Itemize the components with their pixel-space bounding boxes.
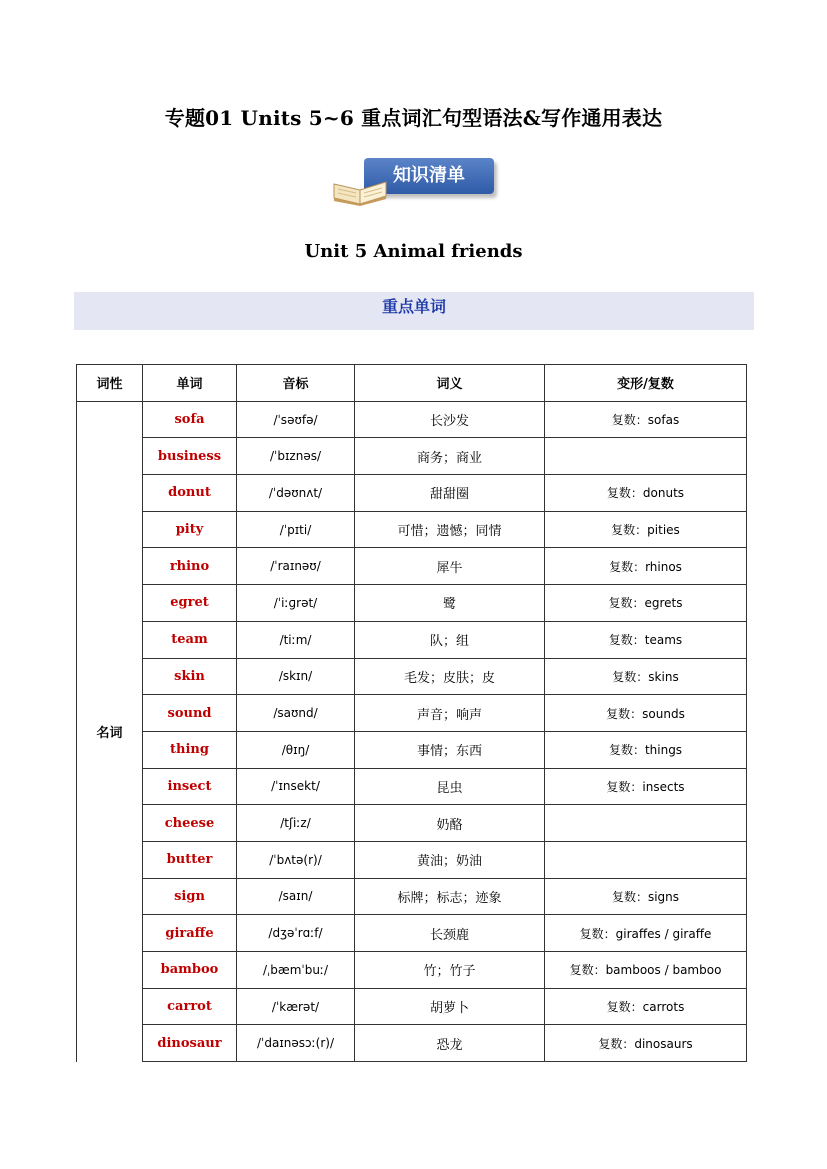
word-cell: rhino	[143, 548, 237, 585]
word-cell: thing	[143, 731, 237, 768]
meaning-cell: 毛发；皮肤；皮	[355, 658, 545, 695]
word-cell: dinosaur	[143, 1025, 237, 1062]
ipa-cell: /dʒəˈrɑːf/	[237, 915, 355, 952]
ipa-cell: /ˈdəʊnʌt/	[237, 475, 355, 512]
table-row	[77, 768, 747, 805]
meaning-cell: 奶酪	[355, 805, 545, 842]
plural-cell: 复数：donuts	[545, 475, 747, 512]
badge-label: 知识清单	[364, 158, 494, 194]
meaning-cell: 可惜；遗憾；同情	[355, 511, 545, 548]
table-row	[77, 915, 747, 952]
ipa-cell: /ˈiːɡrət/	[237, 585, 355, 622]
meaning-cell: 昆虫	[355, 768, 545, 805]
table-row	[77, 658, 747, 695]
ipa-cell: /θɪŋ/	[237, 731, 355, 768]
table-row	[77, 548, 747, 585]
word-cell: donut	[143, 475, 237, 512]
plural-cell: 复数：things	[545, 731, 747, 768]
ipa-cell: /ˈbʌtə(r)/	[237, 841, 355, 878]
plural-cell	[545, 805, 747, 842]
plural-cell: 复数：insects	[545, 768, 747, 805]
word-cell: insect	[143, 768, 237, 805]
meaning-cell: 甜甜圈	[355, 475, 545, 512]
meaning-cell: 犀牛	[355, 548, 545, 585]
word-cell: skin	[143, 658, 237, 695]
word-cell: carrot	[143, 988, 237, 1025]
plural-cell: 复数：pities	[545, 511, 747, 548]
word-cell: team	[143, 621, 237, 658]
table-header-row	[77, 365, 747, 402]
word-cell: bamboo	[143, 952, 237, 989]
ipa-cell: /saʊnd/	[237, 695, 355, 732]
ipa-cell: /ˌbæmˈbuː/	[237, 952, 355, 989]
header-ipa: 音标	[237, 365, 355, 402]
part-of-speech-cell: 名词	[77, 401, 143, 1061]
plural-cell: 复数：bamboos / bamboo	[545, 952, 747, 989]
meaning-cell: 标牌；标志；迹象	[355, 878, 545, 915]
plural-cell: 复数：sounds	[545, 695, 747, 732]
plural-cell: 复数：teams	[545, 621, 747, 658]
meaning-cell: 长颈鹿	[355, 915, 545, 952]
word-cell: sign	[143, 878, 237, 915]
ipa-cell: /ˈsəʊfə/	[237, 401, 355, 438]
word-cell: egret	[143, 585, 237, 622]
vocabulary-table	[76, 364, 747, 1062]
table-row	[77, 438, 747, 475]
ipa-cell: /ˈɪnsekt/	[237, 768, 355, 805]
ipa-cell: /ˈkærət/	[237, 988, 355, 1025]
table-row	[77, 695, 747, 732]
meaning-cell: 队；组	[355, 621, 545, 658]
plural-cell: 复数：skins	[545, 658, 747, 695]
word-cell: cheese	[143, 805, 237, 842]
meaning-cell: 长沙发	[355, 401, 545, 438]
ipa-cell: /ˈpɪti/	[237, 511, 355, 548]
table-row	[77, 805, 747, 842]
ipa-cell: /ˈdaɪnəsɔː(r)/	[237, 1025, 355, 1062]
section-title-bar	[74, 292, 754, 330]
meaning-cell: 事情；东西	[355, 731, 545, 768]
meaning-cell: 胡萝卜	[355, 988, 545, 1025]
meaning-cell: 商务；商业	[355, 438, 545, 475]
word-cell: butter	[143, 841, 237, 878]
meaning-cell: 竹；竹子	[355, 952, 545, 989]
meaning-cell: 鹭	[355, 585, 545, 622]
meaning-cell: 恐龙	[355, 1025, 545, 1062]
header-plural: 变形/复数	[545, 365, 747, 402]
plural-cell: 复数：sofas	[545, 401, 747, 438]
plural-cell	[545, 438, 747, 475]
table-row	[77, 511, 747, 548]
ipa-cell: /ˈraɪnəʊ/	[237, 548, 355, 585]
table-row	[77, 731, 747, 768]
word-cell: sound	[143, 695, 237, 732]
ipa-cell: /ˈbɪznəs/	[237, 438, 355, 475]
header-pos: 词性	[77, 365, 143, 402]
table-row	[77, 621, 747, 658]
ipa-cell: /saɪn/	[237, 878, 355, 915]
plural-cell: 复数：dinosaurs	[545, 1025, 747, 1062]
word-cell: pity	[143, 511, 237, 548]
plural-cell: 复数：carrots	[545, 988, 747, 1025]
ipa-cell: /tʃiːz/	[237, 805, 355, 842]
document-title: 专题01 Units 5~6 重点词汇句型语法&写作通用表达	[164, 106, 663, 130]
meaning-cell: 声音；响声	[355, 695, 545, 732]
word-cell: business	[143, 438, 237, 475]
table-row	[77, 841, 747, 878]
plural-cell	[545, 841, 747, 878]
table-row	[77, 1025, 747, 1062]
word-cell: giraffe	[143, 915, 237, 952]
table-row	[77, 475, 747, 512]
plural-cell: 复数：rhinos	[545, 548, 747, 585]
open-book-icon	[330, 170, 390, 206]
header-word: 单词	[143, 365, 237, 402]
table-row	[77, 585, 747, 622]
plural-cell: 复数：signs	[545, 878, 747, 915]
header-meaning: 词义	[355, 365, 545, 402]
ipa-cell: /skɪn/	[237, 658, 355, 695]
knowledge-list-badge	[330, 156, 500, 208]
table-row	[77, 878, 747, 915]
plural-cell: 复数：giraffes / giraffe	[545, 915, 747, 952]
table-row	[77, 401, 747, 438]
unit-heading: Unit 5 Animal friends	[304, 241, 523, 262]
plural-cell: 复数：egrets	[545, 585, 747, 622]
ipa-cell: /tiːm/	[237, 621, 355, 658]
meaning-cell: 黄油；奶油	[355, 841, 545, 878]
word-cell: sofa	[143, 401, 237, 438]
table-row	[77, 952, 747, 989]
section-title: 重点单词	[381, 297, 446, 316]
table-row	[77, 988, 747, 1025]
